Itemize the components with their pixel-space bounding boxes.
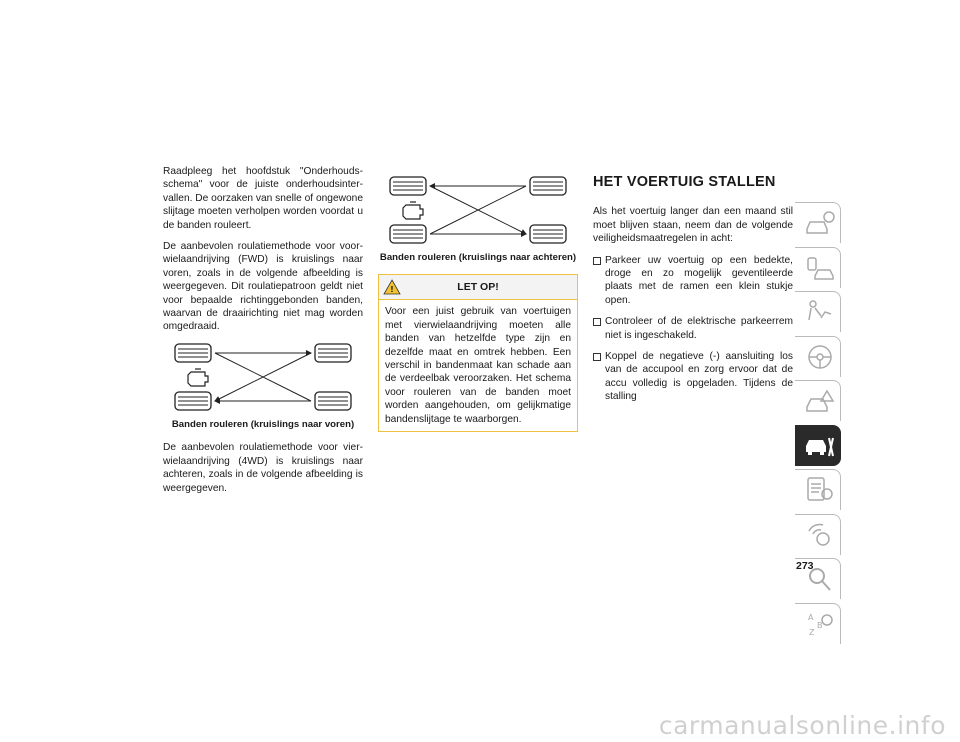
- svg-text:!: !: [390, 285, 394, 295]
- safety-icon: [805, 298, 835, 326]
- engine-icon: [188, 369, 208, 386]
- svg-text:B: B: [817, 620, 823, 630]
- watermark: carmanualsonline.info: [658, 711, 946, 740]
- tab-car-service[interactable]: [795, 425, 841, 466]
- chapter-tabs: [795, 202, 841, 647]
- paragraph-storage-intro: Als het voertuig langer dan een maand stil moet blijven staan, neem dan de volgende veiligheidsmaatregelen in acht:: [593, 206, 793, 245]
- section-heading: HET VOERTUIG STALLEN: [593, 174, 776, 190]
- warning-text: Voor een juist gebruik van voertuigen met vierwielaandrijving moeten alle banden van hetzelfde type zijn en dezelfde maat en omtrek hebben. Een verschil in bandenmaat kan schade aan de verdeelbak veroorzaken. Het schema voor rouleren van de banden moet worden aangehouden, om gelijkmatige bandenslijtage te waarborgen.: [385, 306, 571, 425]
- column-middle: [378, 175, 578, 432]
- tab-car-key[interactable]: [795, 247, 841, 288]
- column-right: [593, 176, 793, 412]
- svg-text:A: A: [808, 612, 814, 622]
- tab-index[interactable]: [795, 603, 841, 644]
- engine-icon: [403, 202, 423, 219]
- tab-multimedia[interactable]: [795, 514, 841, 555]
- specifications-icon: [805, 476, 835, 504]
- bullet-box-icon: [593, 318, 601, 326]
- svg-text:Z: Z: [809, 627, 815, 637]
- rotation-diagram-forward: [173, 342, 353, 414]
- steering-wheel-icon: [805, 343, 835, 371]
- warning-box: [378, 274, 578, 432]
- bullet-box-icon: [593, 353, 601, 361]
- rotation-diagram-backward: [388, 175, 568, 247]
- warning-icon: [383, 279, 401, 295]
- warning-header: [379, 275, 577, 300]
- list-item: Koppel de negatieve (-) aansluiting los van de accupool en zorg ervoor dat de accu volledig is opgeladen. Tijdens de stalling: [593, 350, 793, 404]
- page-number: 273: [796, 560, 814, 572]
- paragraph-4wd: De aanbevolen roulatiemethode voor vier-wielaandrijving (4WD) is kruislings naar achteren, zoals in de volgende afbeelding is weergegeven.: [163, 442, 363, 494]
- car-info-icon: [805, 209, 835, 237]
- caption-backward: Banden rouleren (kruislings naar achteren): [379, 252, 577, 263]
- tab-specifications[interactable]: [795, 469, 841, 510]
- car-service-icon: [805, 432, 835, 460]
- paragraph-maintenance: Raadpleeg het hoofdstuk "Onderhouds-schema" voor de juiste onderhoudsinter-vallen. De oorzaken van snelle of ongewone slijtage moeten verholpen worden voordat u de banden rouleert.: [163, 166, 363, 231]
- tab-emergency[interactable]: [795, 380, 841, 421]
- paragraph-fwd: De aanbevolen roulatiemethode voor voor-wielaandrijving (FWD) is kruislings naar voren, zoals in de volgende afbeelding is weergegeven. Dit roulatiepatroon geldt niet voor bepaalde richtinggebonden banden, waarvan de draairichting niet mag worden omgedraaid.: [163, 241, 363, 333]
- tab-steering[interactable]: [795, 336, 841, 377]
- list-item: Controleer of de elektrische parkeerrem niet is ingeschakeld.: [593, 315, 793, 342]
- warning-title: LET OP!: [457, 281, 499, 294]
- multimedia-icon: [805, 521, 835, 549]
- tab-safety[interactable]: [795, 291, 841, 332]
- tab-car-info[interactable]: [795, 202, 841, 243]
- column-left: [163, 165, 363, 503]
- car-key-icon: [805, 254, 835, 282]
- bullet-box-icon: [593, 257, 601, 265]
- index-icon: [805, 610, 835, 638]
- caption-forward: Banden rouleren (kruislings naar voren): [171, 418, 355, 430]
- emergency-icon: [805, 387, 835, 415]
- list-item: Parkeer uw voertuig op een bedekte, droge en zo mogelijk geventileerde plaats met de ramen een klein stukje open.: [593, 254, 793, 308]
